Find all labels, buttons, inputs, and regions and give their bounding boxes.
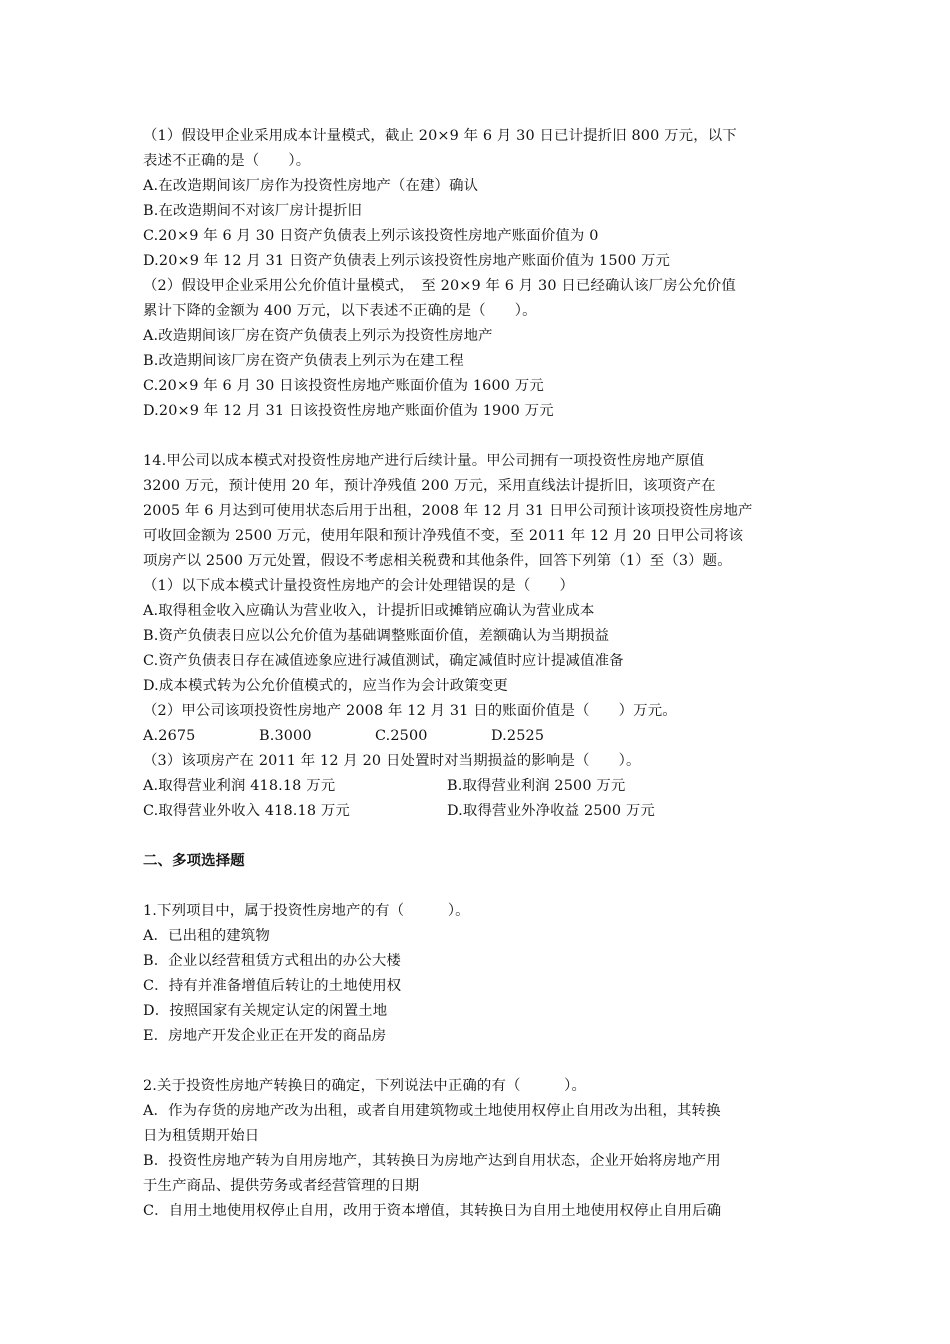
question-stem: 项房产以 2500 万元处置，假设不考虑相关税费和其他条件，回答下列第（1）至（3）题。 xyxy=(143,553,732,569)
option-c: C.取得营业外收入 418.18 万元 xyxy=(143,803,350,819)
option-b: B．企业以经营租赁方式租出的办公大楼 xyxy=(143,953,401,969)
option-a-continued: 日为租赁期开始日 xyxy=(143,1128,260,1144)
option-c: C.20×9 年 6 月 30 日该投资性房地产账面价值为 1600 万元 xyxy=(143,378,544,394)
question-stem: 2005 年 6 月达到可使用状态后用于出租，2008 年 12 月 31 日甲公司预计该项投资性房地产 xyxy=(143,503,753,519)
option-d: D．按照国家有关规定认定的闲置土地 xyxy=(143,1003,388,1019)
option-e: E．房地产开发企业正在开发的商品房 xyxy=(143,1028,387,1044)
spacer xyxy=(143,424,811,449)
subquestion-1-stem: （1）以下成本模式计量投资性房地产的会计处理错误的是（ ） xyxy=(143,578,574,594)
question-stem: 14.甲公司以成本模式对投资性房地产进行后续计量。甲公司拥有一项投资性房地产原值 xyxy=(143,453,705,469)
section-heading: 二、多项选择题 xyxy=(143,853,245,869)
question-stem: 2.关于投资性房地产转换日的确定，下列说法中正确的有（ ）。 xyxy=(143,1078,587,1094)
option-a: A.在改造期间该厂房作为投资性房地产（在建）确认 xyxy=(143,178,479,194)
options-row xyxy=(143,799,811,824)
option-b-continued: 于生产商品、提供劳务或者经营管理的日期 xyxy=(143,1178,420,1194)
option-d: D.20×9 年 12 月 31 日该投资性房地产账面价值为 1900 万元 xyxy=(143,403,554,419)
option-a: A.取得租金收入应确认为营业收入，计提折旧或摊销应确认为营业成本 xyxy=(143,603,595,619)
option-d: D.取得营业外净收益 2500 万元 xyxy=(447,803,655,819)
option-c: C．持有并准备增值后转让的土地使用权 xyxy=(143,978,402,994)
question-stem: 表述不正确的是（ ）。 xyxy=(143,153,311,169)
multi-question-2 xyxy=(143,1074,811,1224)
spacer xyxy=(143,874,811,899)
option-d: D.2525 xyxy=(491,728,545,744)
option-a: A.改造期间该厂房在资产负债表上列示为投资性房地产 xyxy=(143,328,493,344)
question-stem: 3200 万元，预计使用 20 年，预计净残值 200 万元，采用直线法计提折旧，该项资产在 xyxy=(143,478,716,494)
option-a: A．作为存货的房地产改为出租，或者自用建筑物或土地使用权停止自用改为出租，其转换 xyxy=(143,1103,721,1119)
option-b: B.取得营业利润 2500 万元 xyxy=(447,778,626,794)
document-body xyxy=(143,124,811,1224)
spacer xyxy=(143,824,811,849)
question-13-subquestion-2 xyxy=(143,274,811,424)
question-stem: 累计下降的金额为 400 万元，以下表述不正确的是（ ）。 xyxy=(143,303,537,319)
option-a: A．已出租的建筑物 xyxy=(143,928,270,944)
question-stem: （2）假设甲企业采用公允价值计量模式， 至 20×9 年 6 月 30 日已经确认该厂房公允价值 xyxy=(143,278,736,294)
option-c: C.2500 xyxy=(375,728,428,744)
subquestion-3-stem: （3）该项房产在 2011 年 12 月 20 日处置时对当期损益的影响是（ ）。 xyxy=(143,753,641,769)
option-d: D.20×9 年 12 月 31 日资产负债表上列示该投资性房地产账面价值为 1500 万元 xyxy=(143,253,671,269)
options-row xyxy=(143,774,811,799)
option-c: C.20×9 年 6 月 30 日资产负债表上列示该投资性房地产账面价值为 0 xyxy=(143,228,599,244)
multi-question-1 xyxy=(143,899,811,1049)
option-b: B.3000 xyxy=(259,728,312,744)
question-14 xyxy=(143,449,811,824)
subquestion-2-stem: （2）甲公司该项投资性房地产 2008 年 12 月 31 日的账面价值是（ ）万元。 xyxy=(143,703,677,719)
question-stem: （1）假设甲企业采用成本计量模式，截止 20×9 年 6 月 30 日已计提折旧 800 万元，以下 xyxy=(143,128,737,144)
question-13-subquestion-1 xyxy=(143,124,811,274)
option-c: C．自用土地使用权停止自用，改用于资本增值，其转换日为自用土地使用权停止自用后确 xyxy=(143,1203,722,1219)
option-a: A.2675 xyxy=(143,728,196,744)
option-a: A.取得营业利润 418.18 万元 xyxy=(143,778,336,794)
question-stem: 可收回金额为 2500 万元，使用年限和预计净残值不变，至 2011 年 12 月 20 日甲公司将该 xyxy=(143,528,744,544)
option-b: B.资产负债表日应以公允价值为基础调整账面价值，差额确认为当期损益 xyxy=(143,628,610,644)
option-d: D.成本模式转为公允价值模式的，应当作为会计政策变更 xyxy=(143,678,508,694)
question-stem: 1.下列项目中，属于投资性房地产的有（ ）。 xyxy=(143,903,470,919)
option-b: B.改造期间该厂房在资产负债表上列示为在建工程 xyxy=(143,353,464,369)
options-row xyxy=(143,724,811,749)
option-b: B．投资性房地产转为自用房地产，其转换日为房地产达到自用状态，企业开始将房地产用 xyxy=(143,1153,721,1169)
option-c: C.资产负债表日存在减值迹象应进行减值测试，确定减值时应计提减值准备 xyxy=(143,653,624,669)
option-b: B.在改造期间不对该厂房计提折旧 xyxy=(143,203,363,219)
spacer xyxy=(143,1049,811,1074)
